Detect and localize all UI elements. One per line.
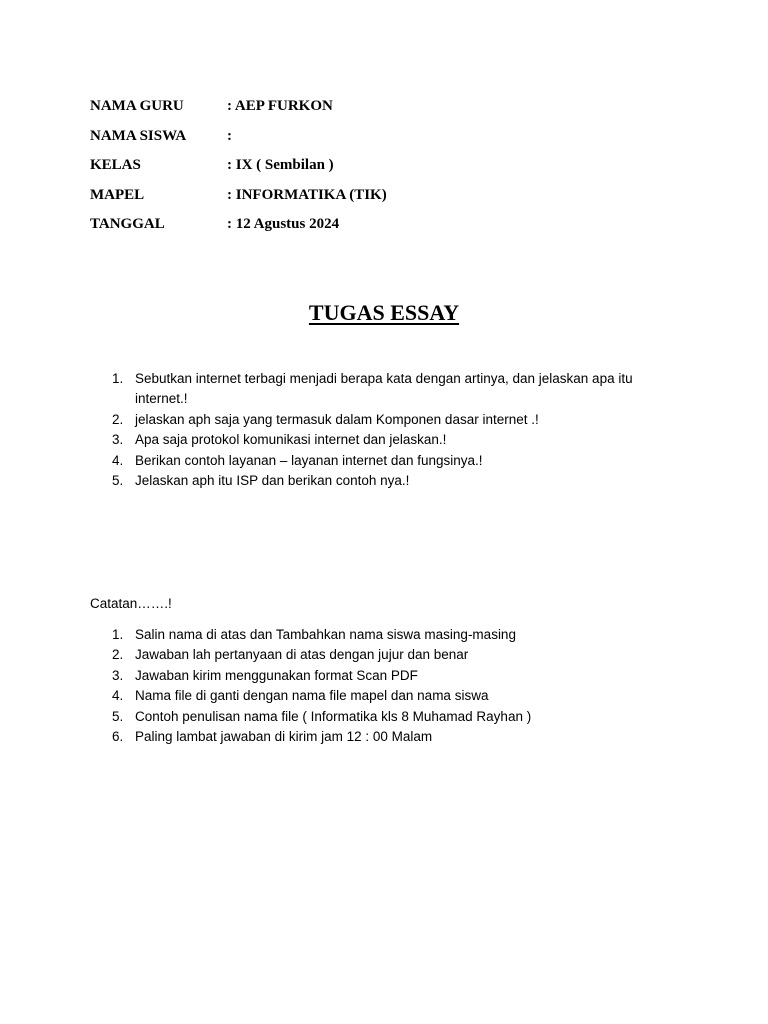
question-text: Berikan contoh layanan – layanan internet dan fungsinya.! [135, 452, 483, 468]
document-title: TUGAS ESSAY [308, 300, 460, 325]
note-text: Nama file di ganti dengan nama file mapel dan nama siswa [135, 688, 489, 704]
note-item [112, 625, 672, 645]
note-item [112, 727, 672, 747]
info-value: : AEP FURKON [227, 98, 333, 115]
list-number: 1. [112, 627, 124, 642]
note-item [112, 686, 672, 706]
info-value: : [227, 127, 232, 144]
notes-heading: Catatan…….! [90, 596, 172, 611]
info-value: : INFORMATIKA (TIK) [227, 186, 387, 203]
list-number: 1. [112, 371, 124, 386]
note-item [112, 666, 672, 686]
info-value: : IX ( Sembilan ) [227, 157, 334, 174]
header-info-table [90, 92, 387, 240]
note-text: Salin nama di atas dan Tambahkan nama siswa masing-masing [135, 627, 516, 642]
notes-list [112, 625, 672, 747]
question-item [112, 471, 672, 491]
question-text: Jelaskan aph itu ISP dan berikan contoh nya.! [135, 473, 410, 489]
info-row-student [90, 122, 387, 152]
question-text: Sebutkan internet terbagi menjadi berapa kata dengan artinya, dan jelaskan apa itu internet.! [135, 371, 633, 407]
info-row-teacher [90, 92, 387, 122]
list-number: 2. [112, 647, 124, 663]
list-number: 5. [112, 708, 124, 724]
note-text: Paling lambat jawaban di kirim jam 12 : 00 Malam [135, 729, 433, 745]
question-item [112, 410, 672, 430]
question-list [112, 369, 672, 491]
list-number: 5. [112, 473, 124, 489]
question-item [112, 430, 672, 450]
list-number: 3. [112, 667, 124, 683]
info-row-class [90, 151, 387, 181]
list-number: 3. [112, 432, 124, 448]
question-item [112, 369, 672, 410]
list-number: 4. [112, 452, 124, 468]
note-text: Jawaban lah pertanyaan di atas dengan jujur dan benar [135, 647, 469, 663]
info-row-subject [90, 181, 387, 211]
info-label: KELAS [90, 157, 141, 174]
question-item [112, 451, 672, 471]
info-row-date [90, 210, 387, 240]
info-label: NAMA SISWA [90, 127, 187, 144]
note-text: Contoh penulisan nama file ( Informatika kls 8 Muhamad Rayhan ) [135, 708, 532, 724]
info-label: NAMA GURU [90, 98, 184, 115]
note-item [112, 645, 672, 665]
info-label: MAPEL [90, 186, 145, 203]
question-text: jelaskan aph saja yang termasuk dalam Komponen dasar internet .! [135, 411, 539, 427]
note-text: Jawaban kirim menggunakan format Scan PDF [135, 667, 418, 683]
note-item [112, 707, 672, 727]
info-value: : 12 Agustus 2024 [227, 216, 340, 233]
question-text: Apa saja protokol komunikasi internet dan jelaskan.! [135, 432, 447, 448]
list-number: 4. [112, 688, 124, 704]
info-label: TANGGAL [90, 216, 165, 233]
list-number: 6. [112, 729, 124, 745]
list-number: 2. [112, 411, 124, 427]
